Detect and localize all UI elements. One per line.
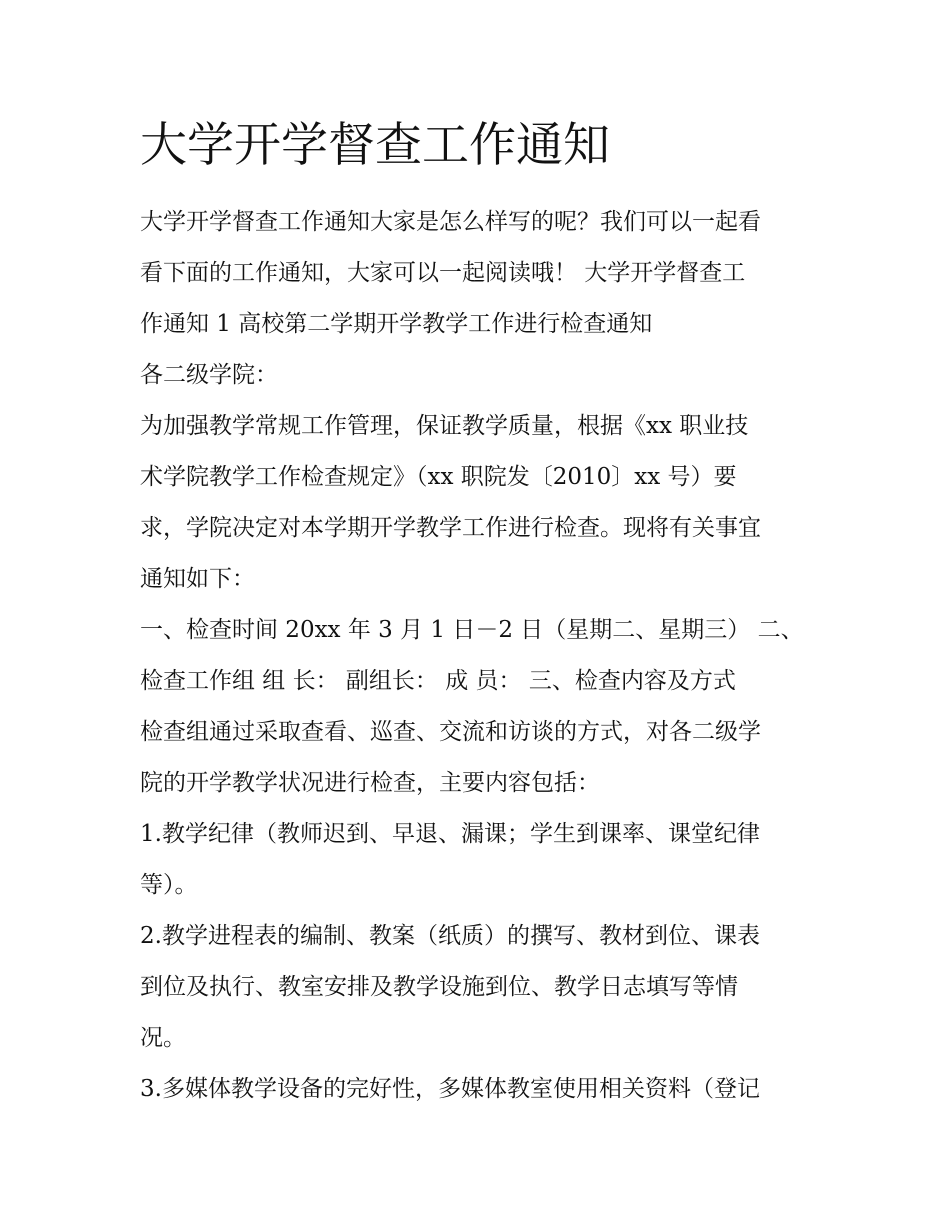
body-line: 到位及执行、教室安排及教学设施到位、教学日志填写等情 <box>140 974 738 1000</box>
document-body <box>140 197 830 1115</box>
body-line: 大学开学督查工作通知大家是怎么样写的呢？我们可以一起看 <box>140 209 761 235</box>
body-line: 院的开学教学状况进行检查，主要内容包括： <box>140 770 600 796</box>
body-line: 3.多媒体教学设备的完好性，多媒体教室使用相关资料（登记 <box>140 1076 760 1102</box>
body-line: 作通知 1 高校第二学期开学教学工作进行检查通知 <box>140 311 653 337</box>
body-line: 看下面的工作通知，大家可以一起阅读哦！ 大学开学督查工 <box>140 260 746 286</box>
body-line: 为加强教学常规工作管理，保证教学质量，根据《xx 职业技 <box>140 413 749 439</box>
body-line: 术学院教学工作检查规定》（xx 职院发〔2010〕xx 号）要 <box>140 464 737 490</box>
body-line: 等）。 <box>140 872 198 898</box>
body-line: 求，学院决定对本学期开学教学工作进行检查。现将有关事宜 <box>140 515 761 541</box>
document-title: 大学开学督查工作通知 <box>140 118 610 173</box>
body-line: 2.教学进程表的编制、教案（纸质）的撰写、教材到位、课表 <box>140 923 760 949</box>
body-line: 一、检查时间 20xx 年 3 月 1 日－2 日（星期二、星期三） 二、 <box>140 617 804 643</box>
body-line: 检查工作组 组 长： 副组长： 成 员： 三、检查内容及方式 <box>140 668 736 694</box>
body-line: 1.教学纪律（教师迟到、早退、漏课；学生到课率、课堂纪律 <box>140 821 760 847</box>
body-line: 况。 <box>140 1025 186 1051</box>
body-line: 各二级学院： <box>140 362 278 388</box>
body-line: 通知如下： <box>140 566 255 592</box>
body-line: 检查组通过采取查看、巡查、交流和访谈的方式，对各二级学 <box>140 719 761 745</box>
